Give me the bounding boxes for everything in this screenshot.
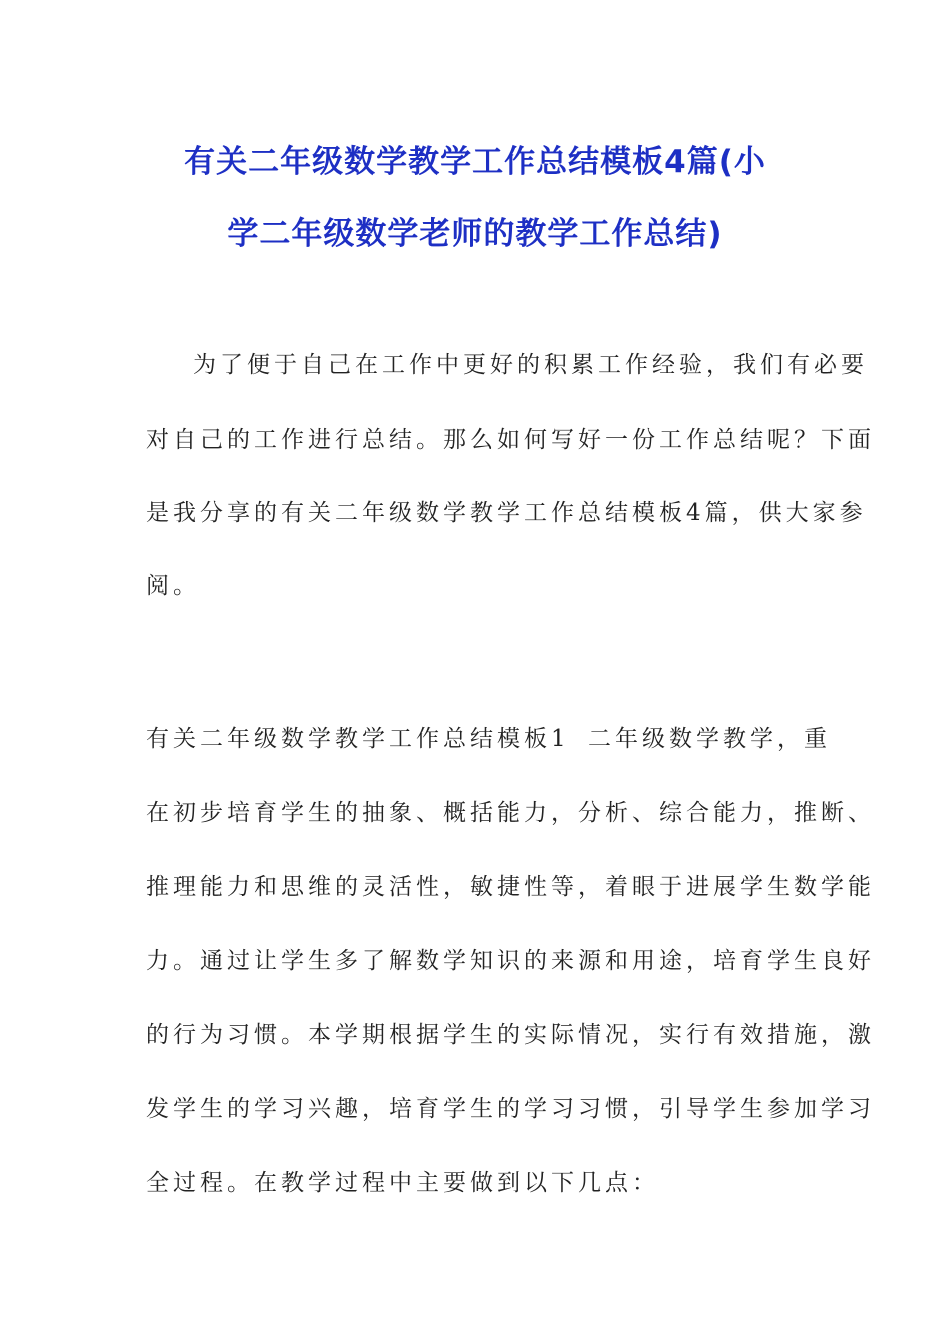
section-1-line-4: 力。通过让学生多了解数学知识的来源和用途，培育学生良好 (146, 948, 875, 974)
intro-paragraph-line-1: 为了便于自己在工作中更好的积累工作经验，我们有必要 (193, 352, 868, 378)
section-1-heading: 有关二年级数学教学工作总结模板1 (146, 726, 570, 752)
section-1-line-2: 在初步培育学生的抽象、概括能力，分析、综合能力，推断、 (146, 800, 875, 826)
section-1-line-3: 推理能力和思维的灵活性，敏捷性等，着眼于进展学生数学能 (146, 874, 875, 900)
document-title-line-2: 学二年级数学老师的教学工作总结) (227, 216, 723, 252)
intro-paragraph-line-4: 阅。 (146, 573, 200, 599)
intro-paragraph-line-2: 对自己的工作进行总结。那么如何写好一份工作总结呢？下面 (146, 427, 875, 453)
section-1-line-1: 二年级数学教学，重 (588, 726, 831, 752)
document-title-line-1: 有关二年级数学教学工作总结模板4篇(小 (184, 144, 766, 180)
section-1-line-5: 的行为习惯。本学期根据学生的实际情况，实行有效措施，激 (146, 1022, 875, 1048)
intro-paragraph-line-3: 是我分享的有关二年级数学教学工作总结模板4篇，供大家参 (146, 500, 867, 526)
section-1-line-6: 发学生的学习兴趣，培育学生的学习习惯，引导学生参加学习 (146, 1096, 875, 1122)
section-1-line-7: 全过程。在教学过程中主要做到以下几点： (146, 1170, 659, 1196)
